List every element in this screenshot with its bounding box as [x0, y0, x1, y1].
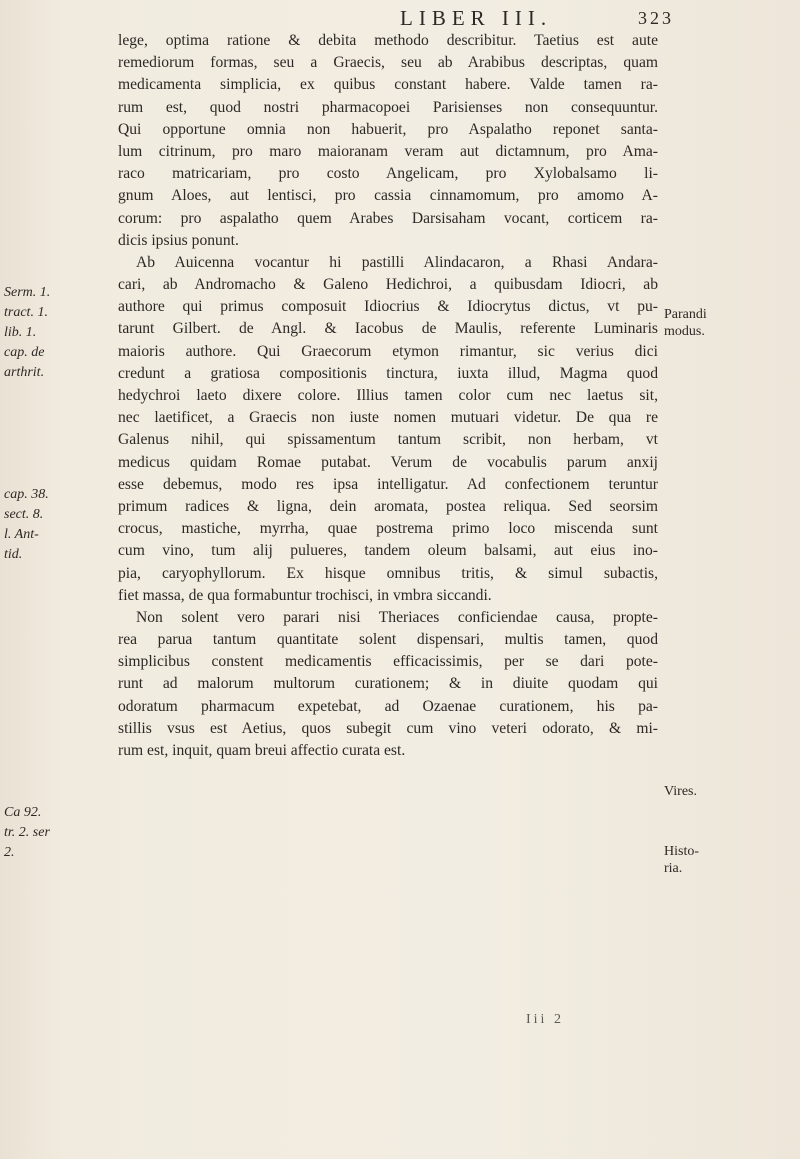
- text-line: maioris authore. Qui Graecorum etymon rimantur, sic verius dici: [118, 342, 658, 360]
- text-line: raco matricariam, pro costo Angelicam, pro Xylobalsamo li-: [118, 165, 658, 183]
- text-line: cum vino, tum alij pulueres, tandem oleum balsami, aut eius ino-: [118, 542, 658, 560]
- margin-note-line: lib. 1.: [4, 325, 37, 340]
- margin-note-line: ria.: [664, 861, 683, 876]
- margin-note-line: tr. 2. ser: [4, 825, 50, 840]
- margin-note-line: tid.: [4, 547, 23, 562]
- margin-note-line: sect. 8.: [4, 507, 44, 522]
- text-line: corum: pro aspalatho quem Arabes Darsisaham vocant, corticem ra-: [118, 209, 658, 227]
- margin-note-line: Vires.: [664, 784, 697, 799]
- margin-note-line: cap. 38.: [4, 487, 49, 502]
- text-line: hedychroi laeto dixere colore. Illius tamen color cum nec laetus sit,: [118, 387, 658, 404]
- margin-note-line: Parandi: [664, 307, 707, 322]
- text-line: remediorum formas, seu a Graecis, seu ab Arabibus descriptas, quam: [118, 54, 658, 72]
- margin-note-line: Serm. 1.: [4, 285, 51, 300]
- text-line: fiet massa, de qua formabuntur trochisci, in vmbra siccandi.: [118, 586, 492, 604]
- text-line: rea parua tantum quantitate solent dispensari, multis tamen, quod: [118, 631, 658, 649]
- margin-note-line: arthrit.: [4, 365, 45, 380]
- page-number: 323: [638, 8, 674, 28]
- margin-note-right-parandi: [664, 306, 707, 340]
- text-line: Qui opportune omnia non habuerit, pro Aspalatho reponet santa-: [118, 120, 658, 138]
- text-line: rum est, inquit, quam breui affectio curata est.: [118, 742, 406, 759]
- margin-note-right-vires: [664, 783, 697, 800]
- text-line: esse debemus, modo res ipsa intelligatur. Ad confectionem teruntur: [118, 475, 658, 493]
- running-head: LIBER III.: [400, 6, 553, 30]
- text-line: rum est, quod nostri pharmacopoei Parisienses non consequuntur.: [118, 98, 658, 116]
- margin-note-left-3: [4, 803, 50, 863]
- text-line: medicamenta simplicia, ex quibus constant habere. Valde tamen ra-: [118, 76, 658, 94]
- text-line: authore qui primus composuit Idiocrius & Idiocrytus dictus, vt pu-: [118, 298, 658, 316]
- text-line: Ab Auicenna vocantur hi pastilli Alindacaron, a Rhasi Andara-: [136, 253, 658, 271]
- margin-note-left-1: [4, 283, 50, 383]
- text-line: lege, optima ratione & debita methodo describitur. Taetius est aute: [118, 32, 658, 49]
- margin-note-line: Histo-: [664, 844, 699, 859]
- text-line: Galenus nihil, qui spissamentum tantum scribit, non herbam, vt: [118, 431, 658, 449]
- text-line: lum citrinum, pro maro maioranam veram aut dictamnum, pro Ama-: [118, 142, 658, 160]
- text-line: credunt a gratiosa compositionis tinctura, iuxta illud, Magma quod: [118, 364, 658, 382]
- text-line: primum radices & ligna, dein aromata, postea reliqua. Sed seorsim: [118, 497, 658, 515]
- text-line: gnum Aloes, aut lentisci, pro cassia cinnamomum, pro amomo A-: [118, 187, 658, 205]
- text-line: dicis ipsius ponunt.: [118, 231, 239, 249]
- text-line: Non solent vero parari nisi Theriaces conficiendae causa, propte-: [136, 608, 658, 626]
- margin-note-line: tract. 1.: [4, 305, 48, 320]
- text-line: simplicibus constent medicamentis efficacissimis, per se dari pote-: [118, 653, 658, 671]
- text-line: cari, ab Andromacho & Galeno Hedichroi, a quibusdam Idiocri, ab: [118, 276, 658, 294]
- margin-note-line: cap. de: [4, 345, 45, 360]
- text-line: odoratum pharmacum expetebat, ad Ozaenae curationem, his pa-: [118, 697, 658, 715]
- margin-note-left-2: [4, 485, 49, 565]
- margin-note-right-historia: [664, 843, 699, 877]
- text-line: tarunt Gilbert. de Angl. & Iacobus de Maulis, referente Luminaris: [118, 320, 658, 338]
- text-line: nec laetificet, a Graecis non iuste nomen mutuari videtur. De qua re: [118, 409, 658, 427]
- text-line: medicus quidam Romae putabat. Verum de vocabulis parum anxij: [118, 453, 658, 471]
- catchword: Iii 2: [526, 1012, 564, 1027]
- margin-note-line: Ca 92.: [4, 805, 42, 820]
- text-line: stillis vsus est Aetius, quos subegit cum vino veteri odorato, & mi-: [118, 719, 658, 737]
- main-text-column: [118, 30, 658, 762]
- text-line: runt ad malorum multorum curationem; & in diuite quodam qui: [118, 675, 658, 693]
- margin-note-line: l. Ant-: [4, 527, 39, 542]
- text-line: pia, caryophyllorum. Ex hisque omnibus tritis, & simul subactis,: [118, 564, 658, 582]
- margin-note-line: 2.: [4, 845, 15, 860]
- text-line: crocus, mastiche, myrrha, quae postrema primo loco miscenda sunt: [118, 520, 658, 538]
- margin-note-line: modus.: [664, 324, 705, 339]
